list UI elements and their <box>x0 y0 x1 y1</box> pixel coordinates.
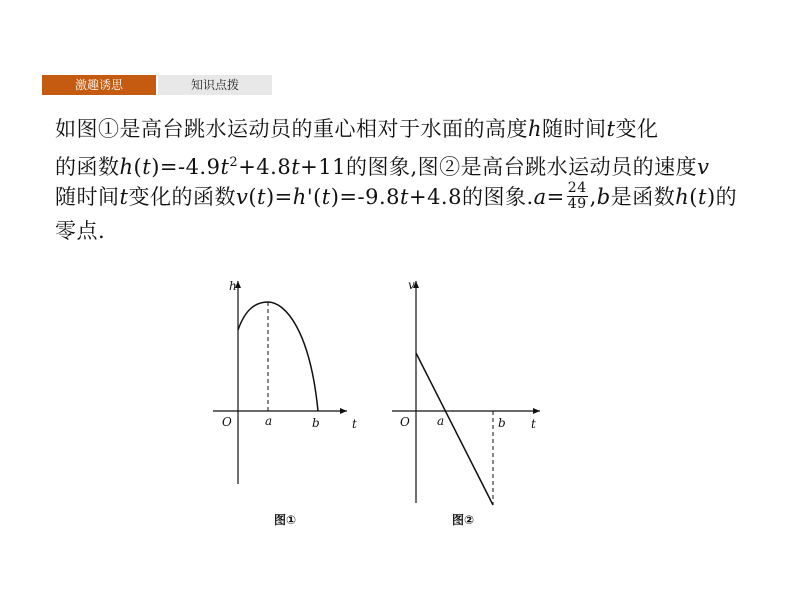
figure-2-origin-label: O <box>400 415 410 429</box>
figure-2-velocity-graph <box>392 278 540 527</box>
figure-1-a-label: a <box>265 414 273 428</box>
figure-1-height-curve <box>238 302 318 411</box>
fraction: $\frac{24}{49}$ <box>567 180 587 212</box>
figure-1-caption: 图① <box>274 513 297 527</box>
tab-motivation[interactable]: 激趣诱思 <box>42 75 156 95</box>
figure-2-velocity-line <box>416 353 493 505</box>
paragraph-line-1: 如图①是高台跳水运动员的重心相对于水面的高度h随时间t变化 <box>55 117 659 141</box>
figure-2-b-label: b <box>498 416 506 430</box>
paragraph-line-2: 的函数$h(t)=-4.9t^2+4.8t+11$的图象,图②是高台跳水运动员的速度v <box>55 155 710 179</box>
figure-2-a-label: a <box>437 414 445 428</box>
figure-1-origin-label: O <box>222 415 232 429</box>
figure-2-t-label: t <box>531 417 536 431</box>
figure-1-h-label: h <box>229 279 237 293</box>
tab-knowledge-points[interactable]: 知识点拨 <box>158 75 272 95</box>
figure-1-height-graph <box>213 279 357 527</box>
figure-2-v-label: v <box>408 278 415 292</box>
figure-1-b-label: b <box>312 416 320 430</box>
figure-1-t-label: t <box>352 417 357 431</box>
figure-2-caption: 图② <box>452 513 475 527</box>
paragraph-line-3: 随时间t变化的函数v(t)=h'(t)=-9.8t+4.8的图象.a= $\frac{24}{49}$ ,b是函数h(t)的 <box>55 180 738 212</box>
paragraph-line-4: 零点. <box>55 219 106 243</box>
